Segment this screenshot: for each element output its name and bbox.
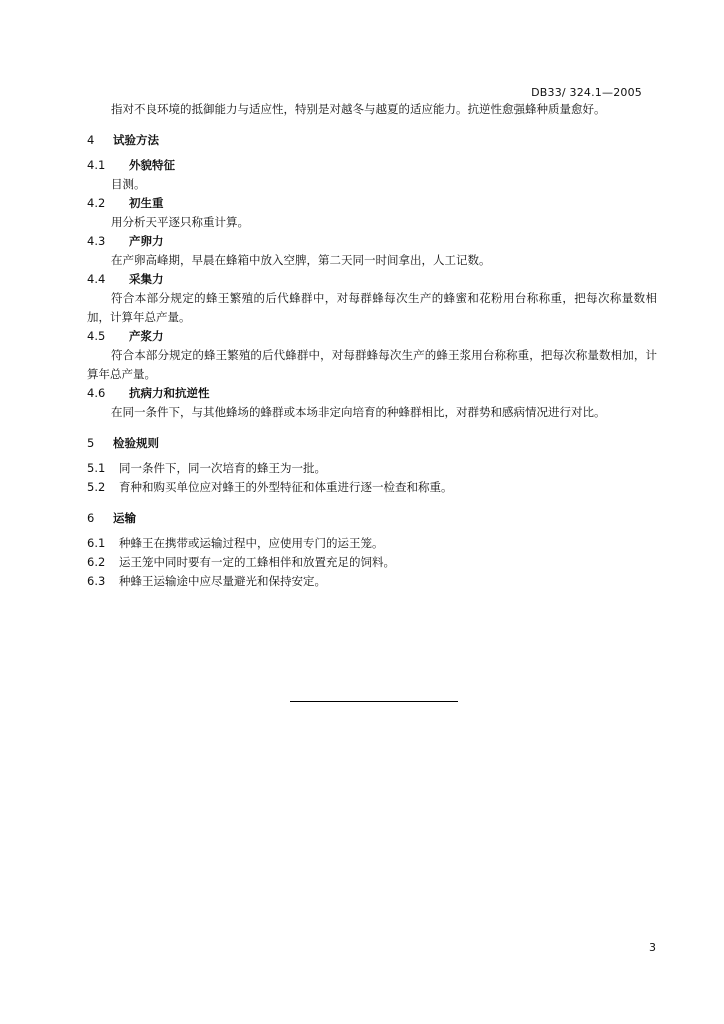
- page-number: 3: [649, 941, 656, 954]
- subsection-number: 4.1: [87, 158, 106, 172]
- item-number: 5.2: [87, 480, 106, 494]
- subsection-4-2-heading: [87, 194, 657, 213]
- subsection-number: 4.4: [87, 272, 106, 286]
- subsection-4-1-heading: [87, 156, 657, 175]
- subsection-number: 4.6: [87, 386, 106, 400]
- section-number: 6: [87, 511, 95, 525]
- subsection-number: 4.2: [87, 196, 106, 210]
- document-number-header: DB33/ 324.1—2005: [531, 86, 642, 99]
- item-text: 育种和购买单位应对蜂王的外型特征和体重进行逐一检查和称重。: [119, 480, 453, 494]
- section-5-heading: [87, 434, 657, 453]
- subsection-title: 采集力: [129, 272, 164, 286]
- list-item-5-2: [87, 478, 657, 497]
- item-text: 同一条件下，同一次培育的蜂王为一批。: [119, 461, 326, 475]
- section-4-heading: [87, 131, 657, 150]
- subsection-title: 抗病力和抗逆性: [129, 386, 210, 400]
- list-item-6-1: [87, 534, 657, 553]
- item-number: 6.2: [87, 555, 106, 569]
- section-number: 4: [87, 133, 95, 147]
- intro-line: 指对不良环境的抵御能力与适应性，特别是对越冬与越夏的适应能力。抗逆性愈强蜂种质量愈好。: [111, 102, 606, 116]
- subsection-4-6-text: 在同一条件下，与其他蜂场的蜂群或本场非定向培育的种蜂群相比，对群势和感病情况进行对比。: [111, 405, 606, 419]
- item-number: 6.1: [87, 536, 106, 550]
- subsection-4-5-heading: [87, 327, 657, 346]
- section-title: 试验方法: [113, 133, 159, 147]
- subsection-4-5-text: 符合本部分规定的蜂王繁殖的后代蜂群中，对每群蜂每次生产的蜂王浆用台称称重，把每次称量数相加，计算年总产量。: [87, 348, 657, 381]
- subsection-4-4-text: 符合本部分规定的蜂王繁殖的后代蜂群中，对每群蜂每次生产的蜂蜜和花粉用台称称重，把每次称量数相加，计算年总产量。: [87, 291, 657, 324]
- end-rule-divider: [290, 701, 458, 702]
- subsection-4-2-text: 用分析天平逐只称重计算。: [111, 215, 249, 229]
- item-text: 种蜂王运输途中应尽量避光和保持安定。: [119, 574, 326, 588]
- section-6-heading: [87, 509, 657, 528]
- subsection-title: 产浆力: [129, 329, 164, 343]
- document-body: [87, 100, 657, 591]
- subsection-number: 4.5: [87, 329, 106, 343]
- subsection-title: 外貌特征: [129, 158, 175, 172]
- subsection-4-3-text: 在产卵高峰期，早晨在蜂箱中放入空脾，第二天同一时间拿出，人工记数。: [111, 253, 491, 267]
- section-number: 5: [87, 436, 95, 450]
- list-item-6-2: [87, 553, 657, 572]
- list-item-5-1: [87, 459, 657, 478]
- subsection-4-4-heading: [87, 270, 657, 289]
- item-number: 6.3: [87, 574, 106, 588]
- item-number: 5.1: [87, 461, 106, 475]
- subsection-4-3-heading: [87, 232, 657, 251]
- subsection-title: 初生重: [129, 196, 164, 210]
- subsection-number: 4.3: [87, 234, 106, 248]
- subsection-4-6-heading: [87, 384, 657, 403]
- section-title: 检验规则: [113, 436, 159, 450]
- subsection-title: 产卵力: [129, 234, 164, 248]
- list-item-6-3: [87, 572, 657, 591]
- item-text: 种蜂王在携带或运输过程中，应使用专门的运王笼。: [119, 536, 384, 550]
- item-text: 运王笼中同时要有一定的工蜂相伴和放置充足的饲料。: [119, 555, 395, 569]
- subsection-4-1-text: 目测。: [111, 177, 146, 191]
- section-title: 运输: [113, 511, 136, 525]
